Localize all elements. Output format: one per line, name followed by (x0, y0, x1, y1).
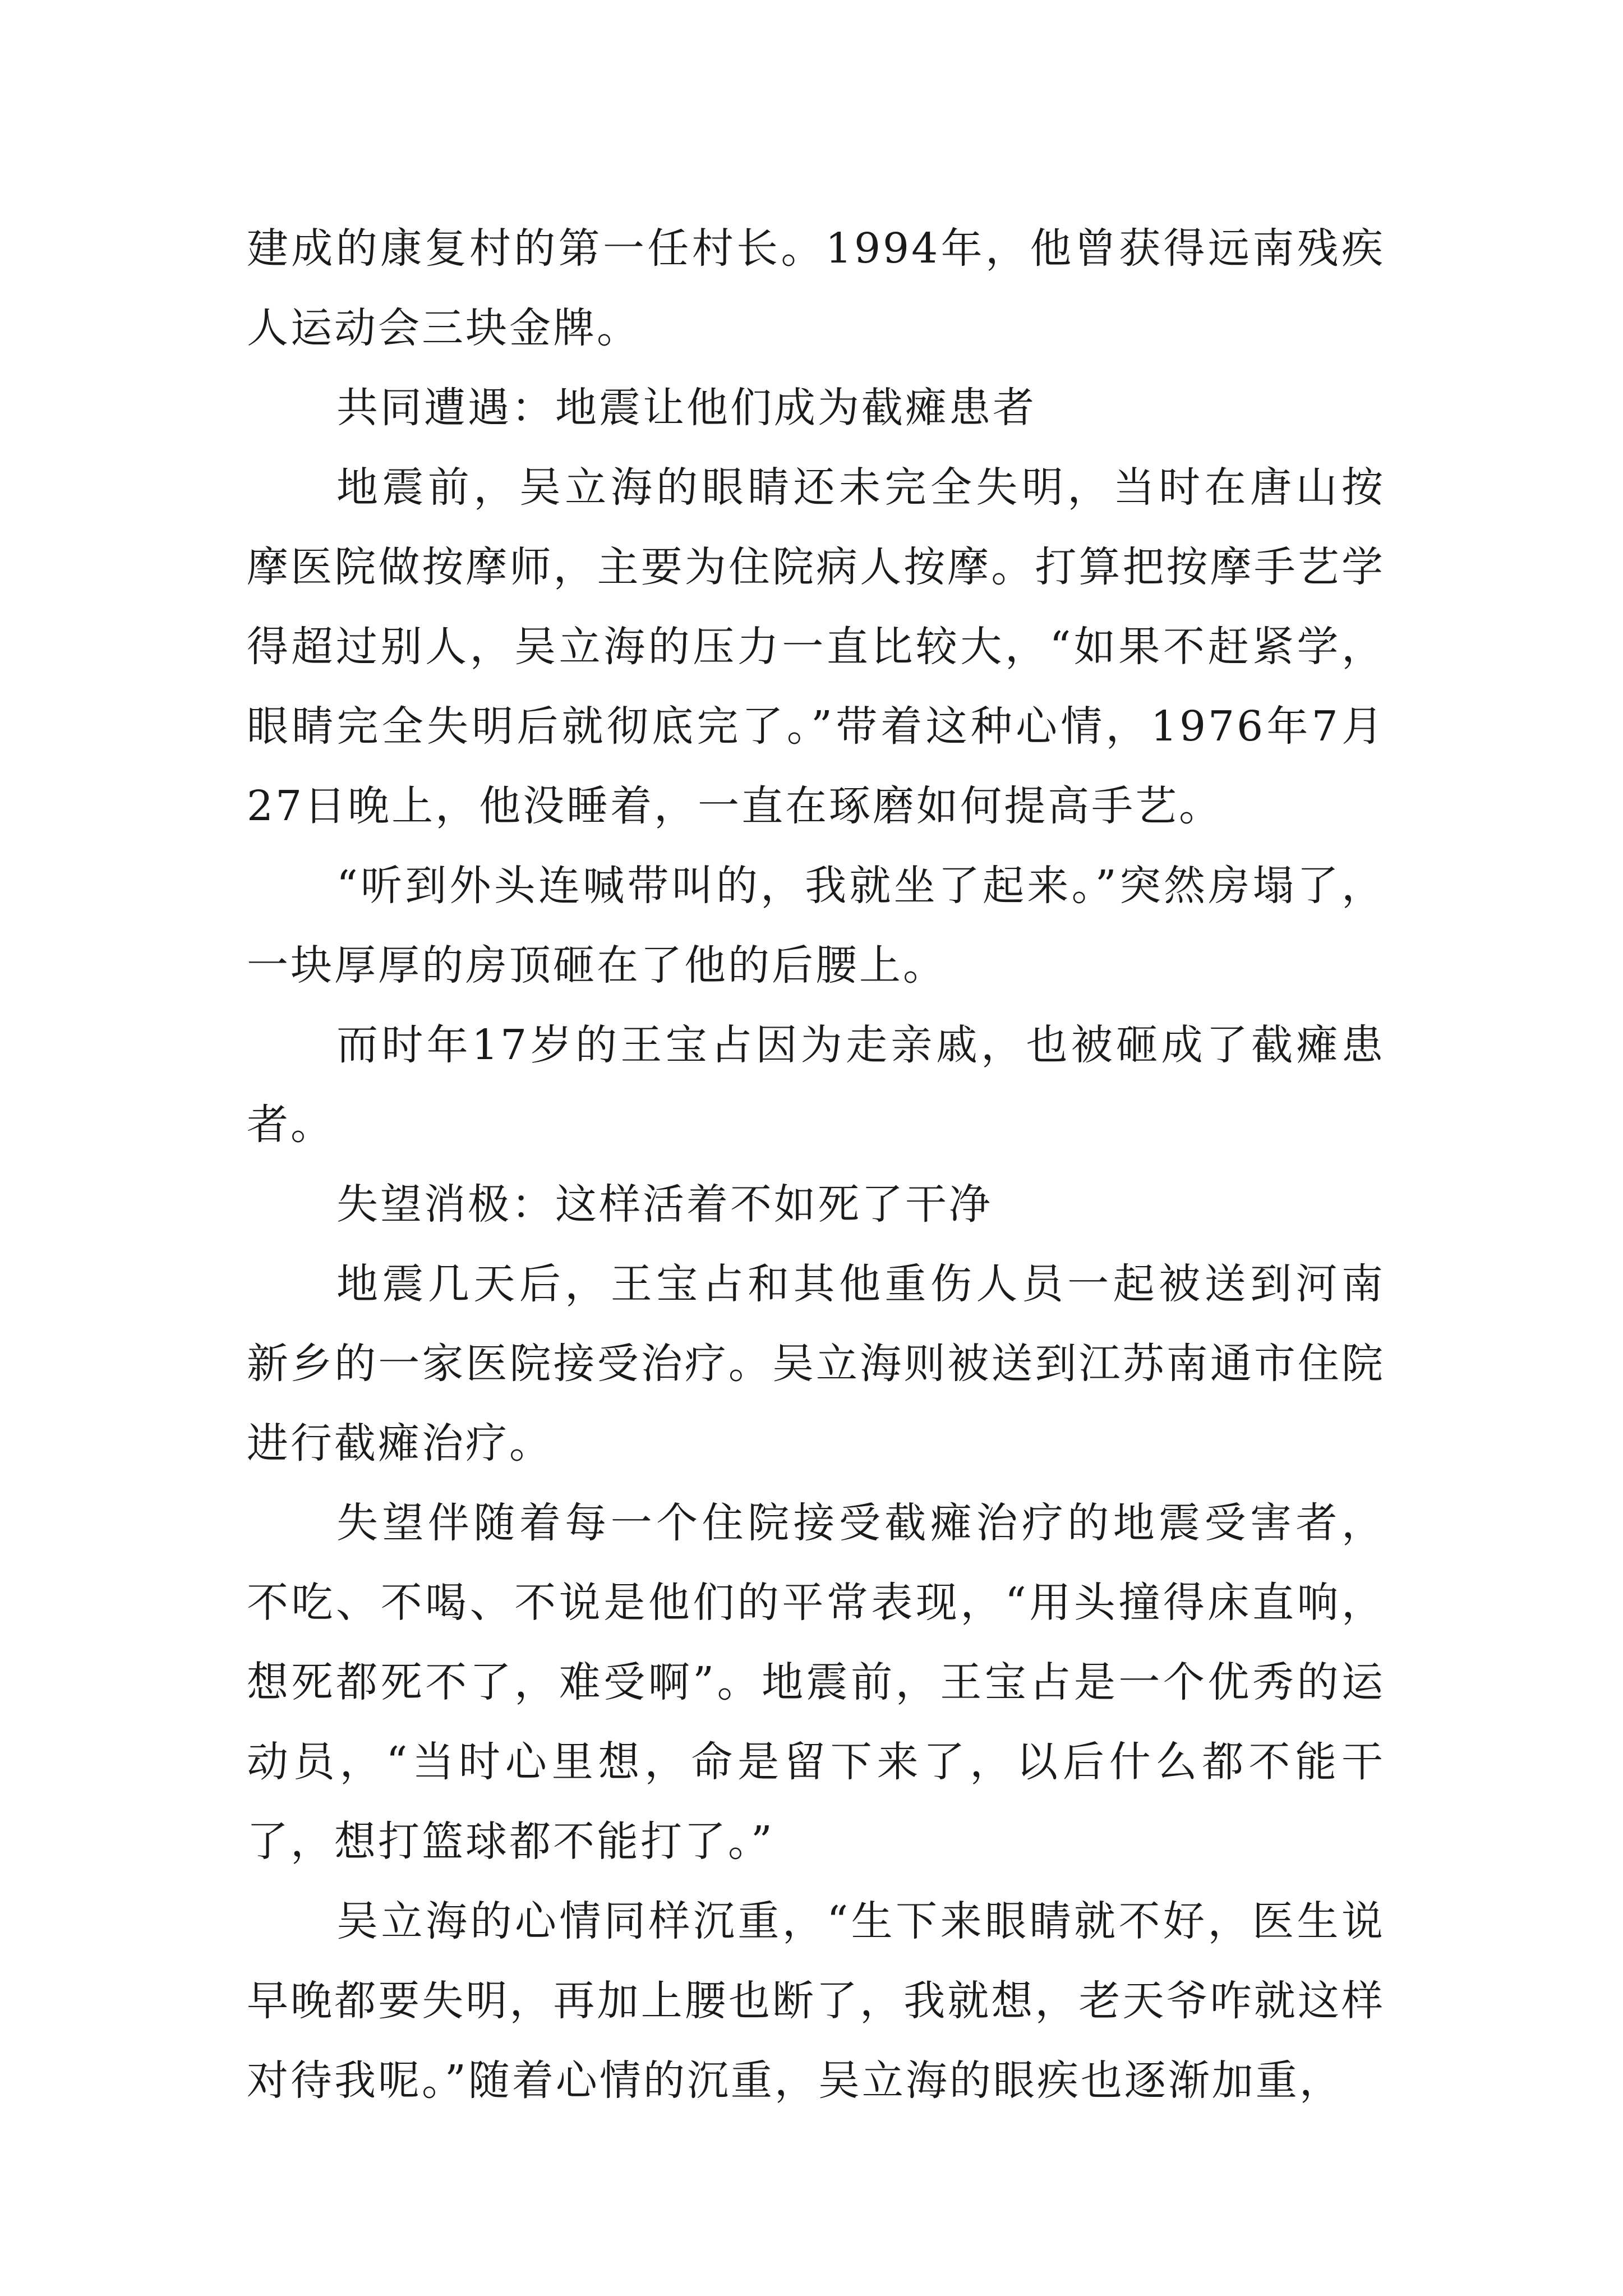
paragraph: 吴立海的心情同样沉重，“生下来眼睛就不好，医生说早晚都要失明，再加上腰也断了，我就想，老天爷咋就这样对待我呢。”随着心情的沉重，吴立海的眼疾也逐渐加重， (247, 1897, 1385, 2105)
section-heading: 失望消极：这样活着不如死了干净 (336, 1180, 993, 1228)
paragraph: 失望伴随着每一个住院接受截瘫治疗的地震受害者，不吃、不喝、不说是他们的平常表现，“用头撞得床直响，想死都死不了，难受啊”。地震前，王宝占是一个优秀的运动员，“当时心里想，命是留下来了，以后什么都不能干了，想打篮球都不能打了。” (247, 1499, 1385, 1866)
paragraph: 建成的康复村的第一任村长。1994年，他曾获得远南残疾人运动会三块金牌。 (247, 224, 1385, 352)
section-heading: 共同遭遇：地震让他们成为截瘫患者 (336, 384, 1036, 432)
article-body (247, 209, 1385, 2120)
paragraph: 地震前，吴立海的眼睛还未完全失明，当时在唐山按摩医院做按摩师，主要为住院病人按摩。打算把按摩手艺学得超过别人，吴立海的压力一直比较大，“如果不赶紧学，眼睛完全失明后就彻底完了。”带着这种心情，1976年7月27日晚上，他没睡着，一直在琢磨如何提高手艺。 (247, 463, 1385, 830)
paragraph: 地震几天后，王宝占和其他重伤人员一起被送到河南新乡的一家医院接受治疗。吴立海则被送到江苏南通市住院进行截瘫治疗。 (247, 1260, 1385, 1467)
paragraph: “听到外头连喊带叫的，我就坐了起来。”突然房塌了，一块厚厚的房顶砸在了他的后腰上。 (247, 862, 1385, 990)
paragraph: 而时年17岁的王宝占因为走亲戚，也被砸成了截瘫患者。 (247, 1021, 1385, 1149)
